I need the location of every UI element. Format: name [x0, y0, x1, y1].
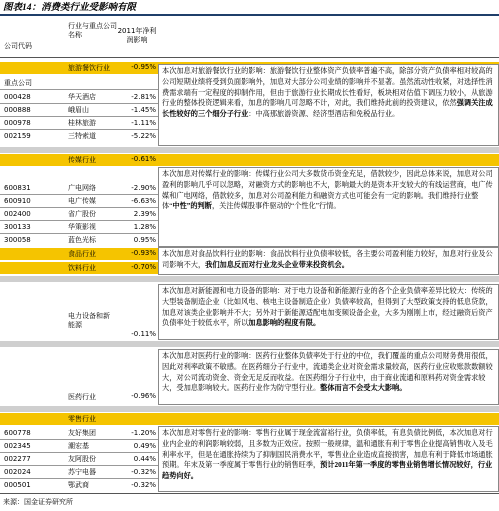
row-divider: [0, 129, 158, 130]
row-divider: [0, 233, 158, 234]
company-code: 600778: [4, 429, 31, 437]
gray-separator: [0, 147, 499, 153]
table-bottom-rule: [0, 493, 499, 494]
company-code: 002277: [4, 455, 31, 463]
profit-change: -5.22%: [131, 132, 156, 140]
company-name: 省广股份: [68, 210, 96, 218]
industry-name: 食品行业: [68, 250, 96, 258]
profit-change: -6.63%: [131, 197, 156, 205]
industry-change: -0.93%: [131, 249, 156, 257]
header-profit-impact: 2011年净利润影响: [117, 27, 157, 44]
company-code: 002345: [4, 442, 31, 450]
row-divider: [0, 452, 158, 453]
company-code: 600831: [4, 184, 31, 192]
company-name: 峨眉山: [68, 106, 89, 114]
profit-change: 1.28%: [133, 223, 156, 231]
industry-change: -0.95%: [131, 63, 156, 71]
row-divider: [0, 220, 158, 221]
row-divider: [0, 103, 158, 104]
company-name: 三特索道: [68, 132, 96, 140]
company-code: 002024: [4, 468, 31, 476]
source-footer: 来源：国金证券研究所: [3, 498, 73, 506]
commentary-power: 本次加息对新能源和电力设备的影响：对于电力设备和新能源行业的各个企业负债率差异比较大：传统的大型装备制造企业（比如风电、核电主设备制造企业）负债率较高，但得到了大型政策支持的低息贷款，加息对该类企业影响并不大；另外对于新能源适配电加变频设备企业，大多为刚刚上市，经过融资后资产负债率处于较低水平，所以加息影响的程度有限。: [158, 284, 499, 340]
industry-name: 传媒行业: [68, 156, 96, 164]
row-divider: [0, 439, 158, 440]
company-code: 000428: [4, 93, 31, 101]
company-name: 友好集团: [68, 429, 96, 437]
profit-change: 0.95%: [133, 236, 156, 244]
gray-separator: [0, 276, 499, 282]
industry-change: -0.61%: [131, 155, 156, 163]
profit-change: -1.20%: [131, 429, 156, 437]
company-code: 600910: [4, 197, 31, 205]
company-name: 华策影视: [68, 223, 96, 231]
industry-name: 旅游餐饮行业: [68, 64, 110, 72]
profit-change: 0.44%: [133, 455, 156, 463]
commentary-tourism: 本次加息对旅游餐饮行业的影响：旅游餐饮行业整体资产负债率普遍不高，除部分资产负债率相对较高的公司短期业绩将受到负面影响外，加息对大部分公司业绩的影响并不显著。虽然流动性收紧，对选择性消费需求端有一定程度的抑制作用，但由于旅游行业长期成长性看好，板块相对估值下调压力较小，从旅游行业的整体投资逻辑来看，加息的影响几可忽略不计，对此，我们维持此前的投资建议，依然强调关注成长性较好的三个细分子行业：中高那旅游资源、经济型酒店和免税品行业。: [158, 64, 499, 146]
industry-name: 饮料行业: [68, 264, 96, 272]
commentary-media: 本次加息对传媒行业的影响：传媒行业公司大多数货币资金充足，借款较少，因此总体来说，加息对公司盈利的影响几乎可以忽略，对融资方式的影响也不大，影响最大的是资本开支较大的有线运营商，电广传媒和广电网络，借款较多，加息对公司盈利能力和融资方式也可能会有一定的影响。我们维持行业整体“中性”的判断，关注传媒股事件驱动的“个性化”行情。: [158, 167, 499, 247]
company-name: 蓝色光标: [68, 236, 96, 244]
company-code: 000888: [4, 106, 31, 114]
row-divider: [0, 89, 158, 90]
company-name: 华天酒店: [68, 93, 96, 101]
company-name: 桂林旅游: [68, 119, 96, 127]
industry-change: -0.70%: [131, 263, 156, 271]
company-code: 000501: [4, 481, 31, 489]
header-divider: [0, 57, 499, 58]
industry-name: 医药行业: [68, 393, 96, 401]
company-code: 300058: [4, 236, 31, 244]
industry-change: -0.96%: [131, 392, 156, 400]
row-divider: [0, 194, 158, 195]
row-divider: [0, 465, 158, 466]
industry-band-media: [0, 154, 499, 166]
profit-change: -1.11%: [131, 119, 156, 127]
profit-change: 2.39%: [133, 210, 156, 218]
industry-band-retail: [0, 413, 499, 425]
company-code: 002400: [4, 210, 31, 218]
industry-name: 电力设备和新能源: [68, 312, 110, 329]
header-industry-company: 行业与重点公司名称: [68, 22, 117, 39]
gray-separator: [0, 341, 499, 347]
company-code: 000978: [4, 119, 31, 127]
industry-name: 零售行业: [68, 415, 96, 423]
company-name: 鄂武商: [68, 481, 89, 489]
company-name: 苏宁电器: [68, 468, 96, 476]
company-code: 002159: [4, 132, 31, 140]
commentary-food: 本次加息对食品饮料行业的影响：食品饮料行业负债率较低，各主要公司盈利能力较好，加息对行业及公司影响不大，我们加息反而对行业龙头企业带来投资机会。: [158, 247, 499, 275]
profit-change: -0.32%: [131, 468, 156, 476]
industry-change: -0.11%: [131, 330, 156, 338]
company-name: 广电网络: [68, 184, 96, 192]
row-divider: [0, 478, 158, 479]
row-divider: [0, 116, 158, 117]
company-name: 电广传媒: [68, 197, 96, 205]
row-divider: [0, 207, 158, 208]
profit-change: -2.90%: [131, 184, 156, 192]
commentary-retail: 本次加息对零售行业的影响：零售行业属于现金流富裕行业，负债率低，有息负债比例低，本次加息对行业内企业的利润影响较弱，且多数为正效应。按照一般规律，温和通胀有利于零售企业提高销售收入及毛利率水平，但是在通胀持续为了抑制国民消费水平，零售业企业造成直接损害，加息有利于降低市场通胀预期。年末及第一季度属于零售行业的销售旺季，预计2011年第一季度的零售业销售增长情况较好，行业趋势向好。: [158, 426, 499, 492]
commentary-pharma: 本次加息对医药行业的影响：医药行业整体负债率处于行业的中位，我们覆盖的重点公司财务费用很低，因此对利率政策不敏感。在医药细分子行业中，流通类企业对资金需求量较高，医药行业应收账款数额较大，对公司流动资金、资金无足反而收益。在医药细分子行业中，由于商业流通和原料药对资金需求较大，受加息影响较大。医药行业作为防守型行业。整体而言不会受太大影响。: [158, 349, 499, 405]
profit-change: 0.49%: [133, 442, 156, 450]
profit-change: -0.32%: [131, 481, 156, 489]
company-name: 友阿股份: [68, 455, 96, 463]
figure-title: 图表14：消费类行业受影响有限: [0, 2, 499, 16]
profit-change: -1.45%: [131, 106, 156, 114]
header-company-code: 公司代码: [4, 42, 32, 50]
key-companies-label: 重点公司: [4, 79, 32, 87]
company-name: 潮宏基: [68, 442, 89, 450]
company-code: 300133: [4, 223, 31, 231]
profit-change: -2.81%: [131, 93, 156, 101]
gray-separator: [0, 406, 499, 412]
